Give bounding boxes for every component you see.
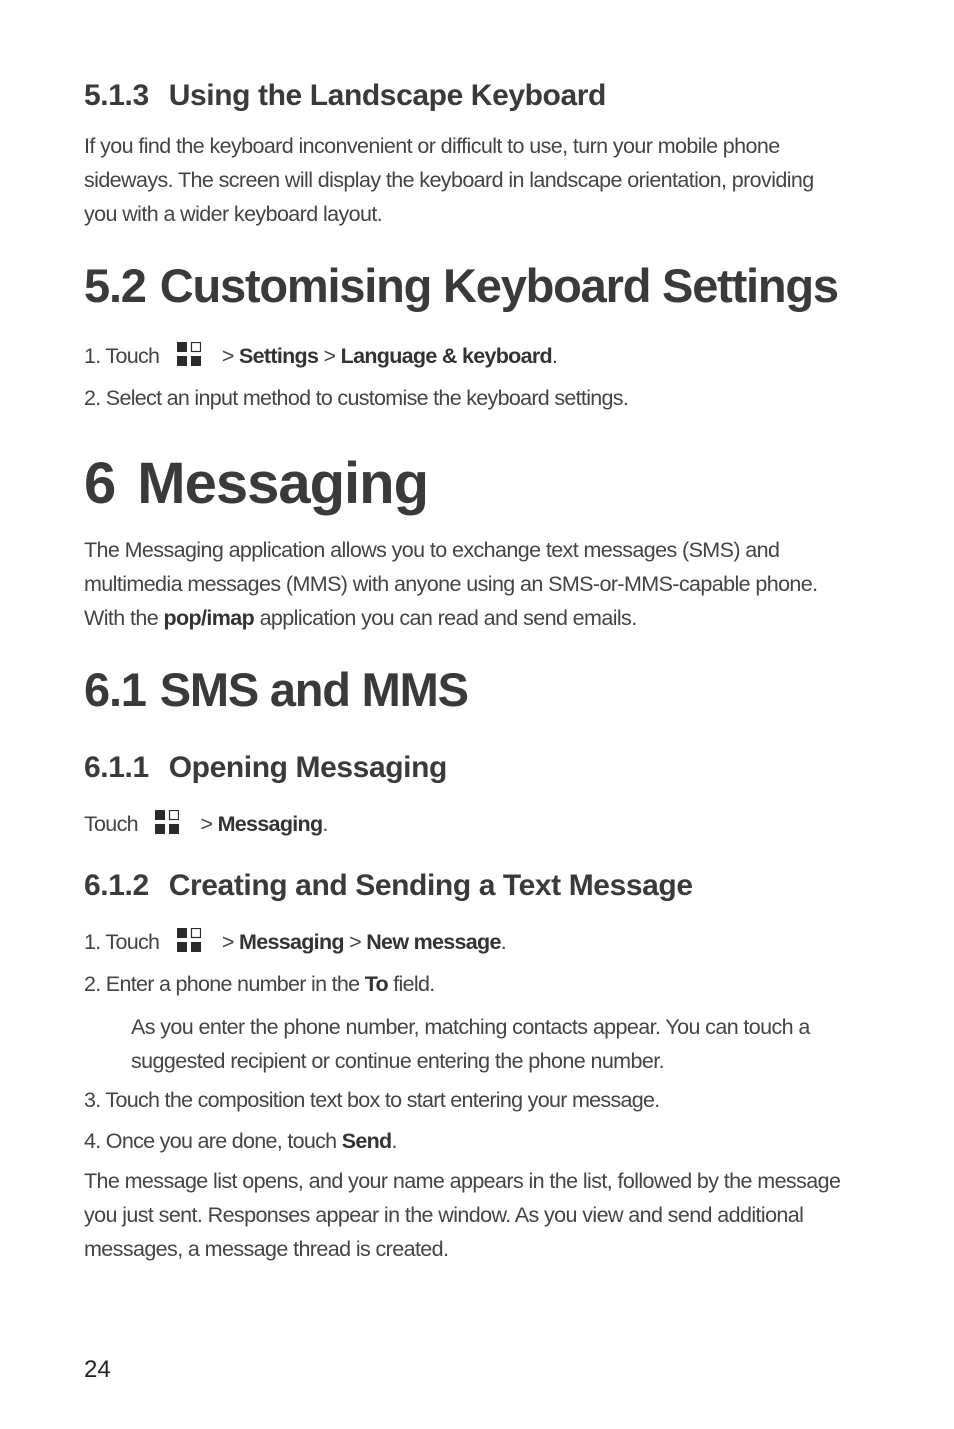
- heading-6-1-1: 6.1.1 Opening Messaging: [84, 751, 447, 784]
- menu-path-settings: Settings: [239, 344, 319, 368]
- step-6-1-2-1: 1. Touch > Messaging > New message.: [84, 930, 507, 954]
- paragraph-landscape-keyboard: If you find the keyboard inconvenient or difficult to use, turn your mobile phone sideways. The screen will display the keyboard in landscape orientation, providing you with a wider keyboard layout.: [84, 134, 814, 226]
- heading-5-1-3: 5.1.3 Using the Landscape Keyboard: [84, 79, 606, 112]
- step-5-2-2: 2. Select an input method to customise the keyboard settings.: [84, 386, 629, 410]
- heading-5-2: 5.2 Customising Keyboard Settings: [84, 259, 838, 312]
- paragraph-message-list: The message list opens, and your name appears in the list, followed by the message you just sent. Responses appear in the window. As you view and send additional messages, a message thread is created.: [84, 1169, 841, 1261]
- menu-path-messaging: Messaging: [217, 812, 323, 836]
- step-6-1-2-2: 2. Enter a phone number in the To field.: [84, 972, 435, 996]
- chapter-6-title: 6 Messaging: [84, 451, 429, 516]
- menu-path-new-message: New message: [366, 930, 501, 954]
- paragraph-messaging-intro: The Messaging application allows you to exchange text messages (SMS) and multimedia messages (MMS) with anyone using an SMS-or-MMS-capable phone. With the pop/imap application you can read and send emails.: [84, 538, 818, 630]
- app-launcher-icon: [177, 928, 201, 952]
- app-launcher-icon: [177, 342, 201, 366]
- step-6-1-2-2-note: As you enter the phone number, matching contacts appear. You can touch a suggested recipient or continue entering the phone number.: [131, 1015, 810, 1073]
- step-6-1-2-3: 3. Touch the composition text box to start entering your message.: [84, 1088, 660, 1112]
- menu-path-messaging: Messaging: [239, 930, 344, 954]
- step-5-2-1: 1. Touch > Settings > Language & keyboard.: [84, 344, 558, 368]
- page-number: 24: [84, 1356, 111, 1383]
- app-launcher-icon: [155, 810, 179, 834]
- step-6-1-1: Touch > Messaging.: [84, 812, 328, 836]
- step-6-1-2-4: 4. Once you are done, touch Send.: [84, 1129, 397, 1153]
- menu-path-language-keyboard: Language & keyboard: [340, 344, 552, 368]
- heading-6-1-2: 6.1.2 Creating and Sending a Text Message: [84, 869, 693, 902]
- heading-6-1: 6.1 SMS and MMS: [84, 663, 468, 716]
